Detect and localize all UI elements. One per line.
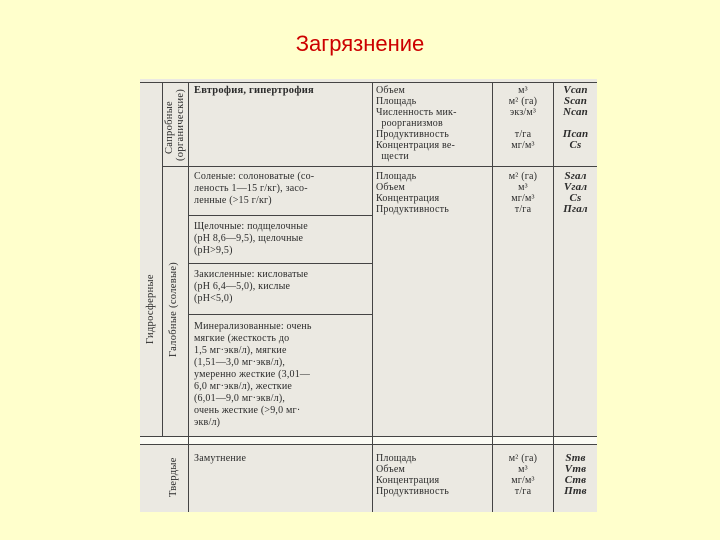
symbol: Sгал — [564, 170, 587, 182]
type-line: ленные (>15 г/кг) — [194, 195, 272, 206]
param: Численность мик- — [376, 107, 457, 118]
symbol: Sсап — [563, 95, 588, 107]
param: роорганизмов — [376, 118, 443, 129]
symbol: Nсап — [563, 106, 588, 118]
symbol: Cs — [569, 192, 582, 204]
saprobic-label: Сапробные — [164, 100, 175, 154]
unit: м² (га) — [508, 171, 538, 182]
type-line: (рН 8,6—9,5), щелочные — [194, 233, 304, 244]
type-line: мягкие (жесткость до — [194, 333, 290, 344]
unit: т/га — [514, 129, 532, 140]
type-line: Щелочные: подщелочные — [194, 221, 308, 232]
symbol: Cтв — [564, 474, 587, 486]
param: Концентрация — [376, 193, 440, 204]
row-divider — [140, 82, 597, 83]
type-line: (рН<5,0) — [194, 293, 233, 304]
unit: т/га — [514, 486, 532, 497]
type-line: Закисленные: кисловатые — [194, 269, 309, 280]
type-line: (1,51—3,0 мг·экв/л), — [194, 357, 286, 368]
symbol: Vтв — [564, 463, 587, 475]
param: Площадь — [376, 171, 417, 182]
type-line: экв/л) — [194, 417, 221, 428]
scanned-table — [140, 79, 597, 512]
section-gap — [140, 437, 597, 444]
solid-type: Замутнение — [194, 453, 247, 464]
type-line: Минерализованные: очень — [194, 321, 312, 332]
row-divider — [188, 215, 372, 216]
type-line: (рН>9,5) — [194, 245, 233, 256]
param: Объем — [376, 182, 405, 193]
row-divider — [162, 166, 597, 167]
unit: м³ — [518, 182, 528, 193]
unit: мг/м³ — [511, 475, 535, 486]
row-divider — [140, 436, 597, 437]
unit: мг/м³ — [511, 193, 535, 204]
unit: м² (га) — [508, 96, 538, 107]
row-divider — [188, 314, 372, 315]
symbol: Sтв — [565, 452, 586, 464]
unit: т/га — [514, 204, 532, 215]
row-divider — [140, 444, 597, 445]
symbol: Птв — [564, 485, 587, 497]
param: Продуктивность — [376, 129, 449, 140]
symbol: Псап — [562, 128, 589, 140]
type-line: (6,01—9,0 мг·экв/л), — [194, 393, 286, 404]
unit: экз/м³ — [509, 107, 537, 118]
symbol: Vгал — [563, 181, 588, 193]
col-divider — [188, 83, 189, 512]
param: Продуктивность — [376, 204, 449, 215]
type-line: умеренно жесткие (3,01— — [194, 369, 311, 380]
halobic-label: Галобные (солевые) — [168, 261, 179, 357]
type-line: 1,5 мг·экв/л), мягкие — [194, 345, 287, 356]
param: Продуктивность — [376, 486, 449, 497]
type-line: 6,0 мг·экв/л), жесткие — [194, 381, 293, 392]
symbol: Пгал — [563, 203, 588, 215]
hydrosphere-label: Гидросферные — [145, 274, 156, 344]
param: Концентрация — [376, 475, 440, 486]
symbol: Cs — [569, 139, 582, 151]
col-divider — [372, 83, 373, 512]
saprobic-sublabel: (органические) — [175, 88, 186, 162]
unit: м³ — [518, 85, 528, 96]
unit: мг/м³ — [511, 140, 535, 151]
slide-title: Загрязнение — [295, 31, 425, 56]
symbol: Vсап — [563, 84, 588, 96]
unit: м² (га) — [508, 453, 538, 464]
col-divider — [162, 83, 163, 437]
saprobic-type: Евтрофия, гипертрофия — [194, 85, 314, 96]
param: Объем — [376, 464, 405, 475]
param: Объем — [376, 85, 405, 96]
type-line: леность 1—15 г/кг), засо- — [194, 183, 308, 194]
param: Площадь — [376, 453, 417, 464]
solid-label: Твердые — [168, 457, 179, 497]
unit: м³ — [518, 464, 528, 475]
param: Площадь — [376, 96, 417, 107]
type-line: Соленые: солоноватые (со- — [194, 171, 315, 182]
type-line: (рН 6,4—5,0), кислые — [194, 281, 291, 292]
row-divider — [188, 263, 372, 264]
param: Концентрация ве- — [376, 140, 456, 151]
param: щести — [376, 151, 409, 162]
type-line: очень жесткие (>9,0 мг· — [194, 405, 301, 416]
